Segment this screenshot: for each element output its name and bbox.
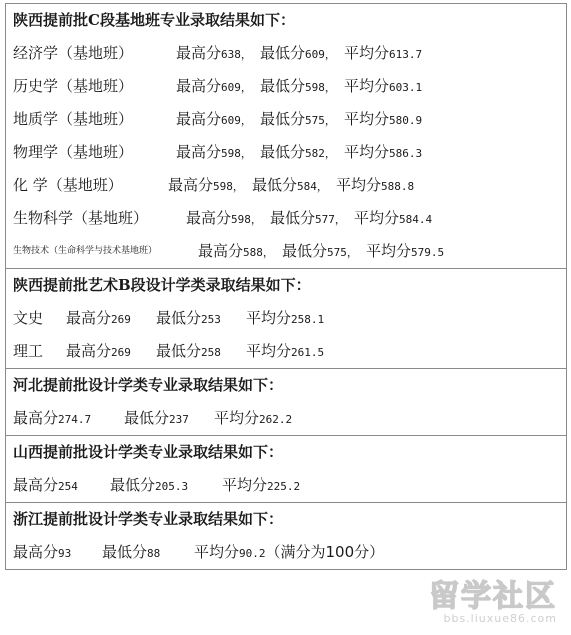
max-score: 最高分254 (13, 476, 78, 494)
avg-score: 平均分588.8 (336, 176, 415, 194)
min-score: 最低分609， (260, 44, 336, 62)
avg-score: 平均分613.7 (344, 44, 423, 62)
max-score: 最高分609， (176, 77, 252, 95)
min-score: 最低分205.3 (110, 476, 189, 494)
table-row (6, 469, 566, 502)
watermark-url: bbs.liuxue86.com (443, 612, 557, 625)
table-row (6, 103, 566, 136)
min-score: 最低分258 (156, 342, 221, 360)
max-score: 最高分93 (13, 543, 72, 561)
table-row (6, 402, 566, 435)
table-row (6, 302, 566, 335)
section-hebei (6, 369, 566, 436)
max-score: 最高分598， (186, 209, 262, 227)
section-title: 陕西提前批艺术B段设计学类录取结果如下： (13, 276, 311, 294)
min-score: 最低分584， (252, 176, 328, 194)
max-score: 最高分638， (176, 44, 252, 62)
section-shanxi (6, 436, 566, 503)
min-score: 最低分575， (260, 110, 336, 128)
min-score: 最低分577， (270, 209, 346, 227)
avg-score: 平均分603.1 (344, 77, 423, 95)
min-score: 最低分575， (282, 242, 358, 260)
avg-score: 平均分90.2（满分为100分） (194, 543, 385, 561)
section-shaanxi-art-b (6, 269, 566, 369)
avg-score: 平均分584.4 (354, 209, 433, 227)
avg-score: 平均分262.2 (214, 409, 293, 427)
section-title: 山西提前批设计学类专业录取结果如下： (13, 443, 284, 461)
min-score: 最低分253 (156, 309, 221, 327)
section-title: 浙江提前批设计学类专业录取结果如下： (13, 510, 284, 528)
category-name: 文史 (13, 309, 44, 327)
avg-score: 平均分258.1 (246, 309, 325, 327)
section-title: 河北提前批设计学类专业录取结果如下： (13, 376, 284, 394)
table-row (6, 335, 566, 368)
admission-results-table (5, 3, 567, 570)
major-name: 历史学（基地班） (13, 77, 134, 95)
table-row (6, 136, 566, 169)
min-score: 最低分88 (102, 543, 161, 561)
min-score: 最低分598， (260, 77, 336, 95)
major-name: 生物技术（生命科学与技术基地班） (13, 246, 158, 256)
table-row (6, 202, 566, 235)
section-zhejiang (6, 503, 566, 570)
avg-score: 平均分579.5 (366, 242, 445, 260)
avg-score: 平均分586.3 (344, 143, 423, 161)
table-row (6, 235, 566, 268)
avg-score: 平均分225.2 (222, 476, 301, 494)
min-score: 最低分582， (260, 143, 336, 161)
max-score: 最高分269 (66, 309, 131, 327)
min-score: 最低分237 (124, 409, 189, 427)
max-score: 最高分274.7 (13, 409, 92, 427)
watermark-logo-text: 留学社区 (429, 579, 557, 614)
major-name: 物理学（基地班） (13, 143, 134, 161)
full-score-note: （满分为100分） (265, 543, 385, 561)
avg-score: 平均分580.9 (344, 110, 423, 128)
table-row (6, 37, 566, 70)
site-watermark (429, 581, 557, 625)
table-row (6, 70, 566, 103)
avg-score: 平均分261.5 (246, 342, 325, 360)
max-score: 最高分588， (198, 242, 274, 260)
table-row (6, 169, 566, 202)
major-name: 生物科学（基地班） (13, 209, 149, 227)
major-name: 化 学（基地班） (13, 176, 123, 194)
max-score: 最高分598， (168, 176, 244, 194)
section-title: 陕西提前批C段基地班专业录取结果如下： (13, 11, 295, 29)
max-score: 最高分609， (176, 110, 252, 128)
major-name: 地质学（基地班） (13, 110, 134, 128)
section-shaanxi-c (6, 4, 566, 269)
category-name: 理工 (13, 342, 44, 360)
max-score: 最高分269 (66, 342, 131, 360)
max-score: 最高分598， (176, 143, 252, 161)
major-name: 经济学（基地班） (13, 44, 134, 62)
table-row (6, 536, 566, 569)
